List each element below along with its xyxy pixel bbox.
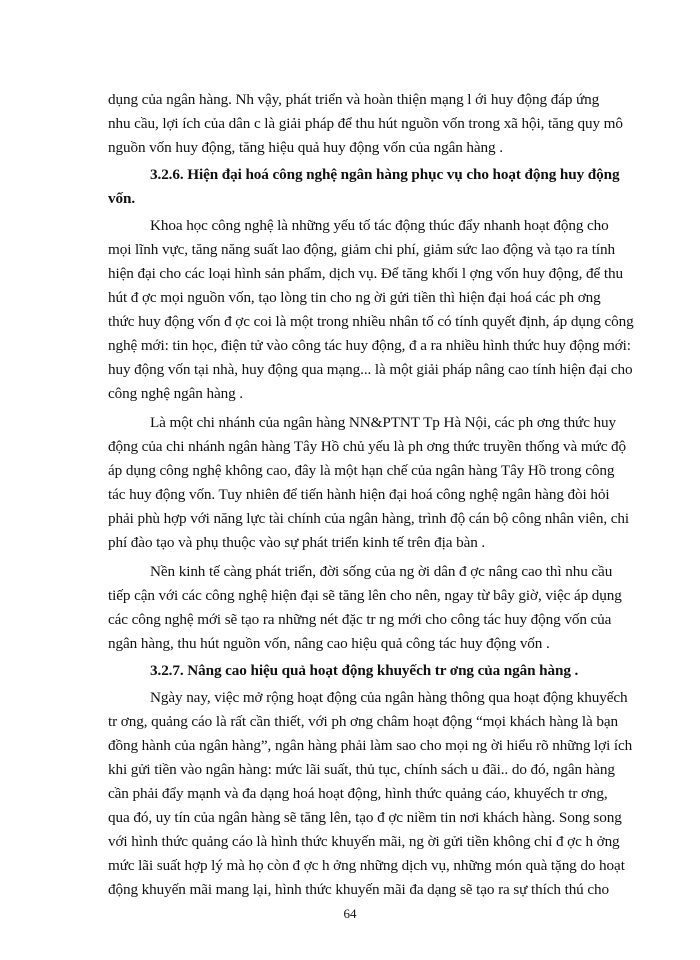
text-line: tr ơng, quảng cáo là rất cần thiết, với ph ơng châm hoạt động “mọi khách hàng là bạn: [108, 713, 618, 730]
section-heading-3-2-6-cont: vốn.: [108, 190, 136, 207]
text-line: động của chi nhánh ngân hàng Tây Hồ chủ yếu là ph ơng thức truyền thống và mức độ: [108, 438, 627, 455]
section-heading-3-2-6: 3.2.6. Hiện đại hoá công nghệ ngân hàng phục vụ cho hoạt động huy động: [150, 166, 620, 183]
page-number: 64: [343, 906, 357, 921]
text-line: Khoa học công nghệ là những yếu tố tác động thúc đẩy nhanh hoạt động cho: [150, 217, 609, 234]
text-line: áp dụng công nghệ không cao, đây là một hạn chế của ngân hàng Tây Hồ trong công: [108, 462, 615, 479]
text-line: nghệ mới: tin học, điện tử vào công tác huy động, đ a ra nhiều hình thức huy động mới:: [108, 337, 631, 354]
text-line: tác huy động vốn. Tuy nhiên để tiến hành hiện đại hoá công nghệ ngân hàng đòi hỏi: [108, 486, 610, 503]
text-line: qua đó, uy tín của ngân hàng sẽ tăng lên, tạo đ ợc niềm tin nơi khách hàng. Song song: [108, 809, 622, 826]
text-line: Nền kinh tế càng phát triển, đời sống của ng ời dân đ ợc nâng cao thì nhu cầu: [150, 563, 613, 580]
text-line: các công nghệ mới sẽ tạo ra những nét đặc tr ng mới cho công tác huy động vốn của: [108, 611, 612, 628]
text-line: cần phải đẩy mạnh và đa dạng hoá hoạt động, hình thức quảng cáo, khuyếch tr ơng,: [108, 785, 608, 802]
text-line: thức huy động vốn đ ợc coi là một trong nhiều nhân tố có tính quyết định, áp dụng công: [108, 313, 634, 330]
text-line: nguồn vốn huy động, tăng hiệu quả huy động vốn của ngân hàng .: [108, 139, 503, 156]
text-line: huy động vốn tại nhà, huy động qua mạng... là một giải pháp nâng cao tính hiện đại cho: [108, 361, 633, 378]
text-line: nhu cầu, lợi ích của dân c là giải pháp để thu hút nguồn vốn trong xã hội, tăng quy mô: [108, 115, 623, 132]
text-line: ngân hàng, thu hút nguồn vốn, nâng cao hiệu quả công tác huy động vốn .: [108, 635, 550, 652]
text-line: mọi lĩnh vực, tăng năng suất lao động, giảm chi phí, giảm sức lao động và tạo ra tính: [108, 241, 615, 258]
text-line: với hình thức quảng cáo là hình thức khuyến mãi, ng ời gửi tiền không chỉ đ ợc h ởng: [108, 833, 620, 850]
text-line: hiện đại cho các loại hình sản phẩm, dịch vụ. Để tăng khối l ợng vốn huy động, để thu: [108, 265, 623, 282]
text-line: hút đ ợc mọi nguồn vốn, tạo lòng tin cho ng ời gửi tiền thì hiện đại hoá các ph ơng: [108, 289, 601, 306]
text-line: dụng của ngân hàng. Nh vậy, phát triển và hoàn thiện mạng l ới huy động đáp ứng: [108, 91, 600, 108]
text-line: Là một chi nhánh của ngân hàng NN&PTNT Tp Hà Nội, các ph ơng thức huy: [150, 414, 617, 431]
text-line: động khuyến mãi mang lại, hình thức khuyến mãi đa dạng sẽ tạo ra sự thích thú cho: [108, 881, 610, 898]
text-line: đồng hành của ngân hàng”, ngân hàng phải làm sao cho mọi ng ời hiểu rõ những lợi ích: [108, 737, 633, 754]
section-heading-3-2-7: 3.2.7. Nâng cao hiệu quả hoạt động khuyếch tr ơng của ngân hàng .: [150, 662, 579, 679]
text-line: Ngày nay, việc mở rộng hoạt động của ngân hàng thông qua hoạt động khuyếch: [150, 689, 628, 706]
text-line: mức lãi suất hợp lý mà họ còn đ ợc h ởng những dịch vụ, những món quà tặng do hoạt: [108, 857, 625, 874]
text-line: phải phù hợp với năng lực tài chính của ngân hàng, trình độ cán bộ công nhân viên, chi: [108, 510, 629, 527]
text-line: tiếp cận với các công nghệ hiện đại sẽ tăng lên cho nên, ngay từ bây giờ, việc áp dụng: [108, 587, 622, 604]
text-line: phí đào tạo và phụ thuộc vào sự phát triển kinh tế trên địa bàn .: [108, 534, 486, 551]
text-line: công nghệ ngân hàng .: [108, 385, 243, 402]
text-line: khi gửi tiền vào ngân hàng: mức lãi suất, thủ tục, chính sách u đãi.. do đó, ngân hàng: [108, 761, 615, 778]
